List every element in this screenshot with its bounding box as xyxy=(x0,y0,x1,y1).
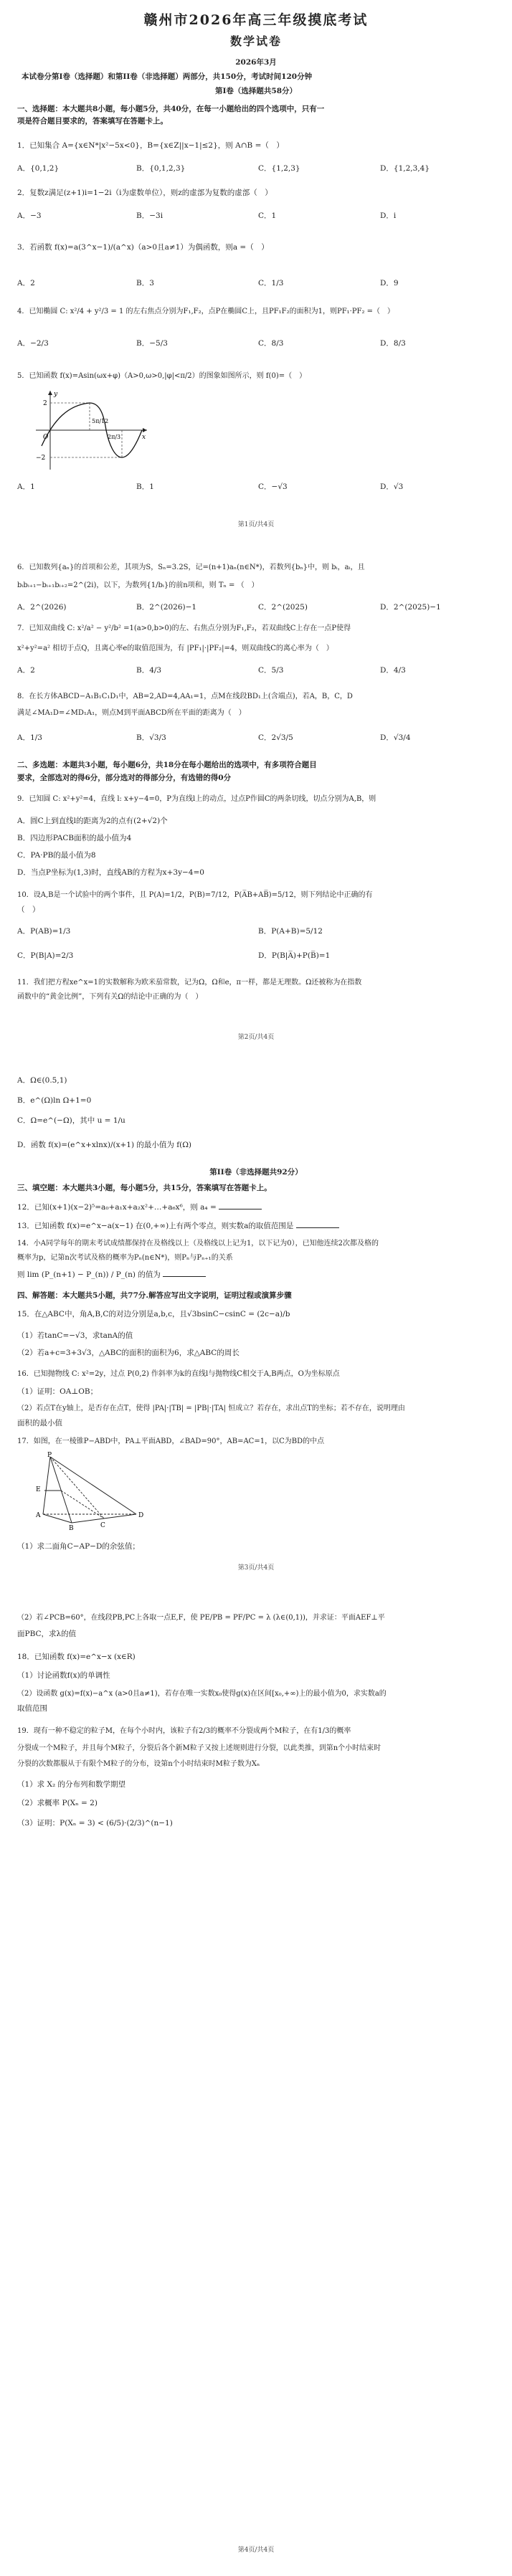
page-footer-3: 第3页/共4页 xyxy=(237,1564,275,1572)
q4-option-a: A．−2/3 xyxy=(17,339,49,348)
q12-stem: 12．已知(x+1)(x−2)⁵=a₀+a₁x+a₂x²+…+a₆x⁶，则 a₄ = xyxy=(17,1202,262,1212)
q10-option-c: C．P(B|A)=2/3 xyxy=(17,951,74,960)
q6-option-b: B．2^(2026)−1 xyxy=(136,603,197,612)
page-footer-1: 第1页/共4页 xyxy=(237,521,275,528)
q6-option-a: A．2^(2026) xyxy=(17,603,67,612)
q13-stem: 13．已知函数 f(x)=e^x−a(x−1) 在(0,+∞)上有两个零点，则实数a的取值范围是 xyxy=(17,1220,339,1231)
section1-heading: 一、选择题：本大题共8小题，每小题5分，共40分，在每一小题给出的四个选项中，只有一 xyxy=(17,105,325,113)
fig-label-a: A xyxy=(36,1512,41,1519)
q19-part2: （2）求概率 P(Xₙ = 2) xyxy=(17,1799,98,1807)
q1-option-b: B．{0,1,2,3} xyxy=(136,164,186,173)
q9-option-d: D．当点P坐标为(1,3)时，直线AB的方程为x+3y−4=0 xyxy=(17,868,204,877)
q9-option-b: B．四边形PACB面积的最小值为4 xyxy=(17,834,132,842)
q2-stem: 2．复数z满足(z+1)i=1−2i（i为虚数单位），则z的虚部为复数的虚部（ ） xyxy=(17,189,272,197)
exam-notice: 本试卷分第I卷（选择题）和第II卷（非选择题）两部分，共150分，考试时间120分钟 xyxy=(22,72,313,81)
q19-part1: （1）求 X₂ 的分布列和数学期望 xyxy=(17,1780,126,1789)
q19-part3: （3）证明：P(Xₙ = 3) < (6/5)·(2/3)^(n−1) xyxy=(17,1819,173,1828)
q18-part1: （1）讨论函数f(x)的单调性 xyxy=(17,1671,110,1680)
q8-option-b: B．√3/3 xyxy=(136,733,166,742)
q5-option-c: C．−√3 xyxy=(258,483,288,491)
q18-part2: （2）设函数 g(x)=f(x)−a^x (a>0且a≠1)，若存在唯一实数x₀使得g(x)在区间[x₀,+∞)上的最小值为0，求实数a的 xyxy=(17,1690,387,1698)
q17-stem: 17．如图，在一棱锥P−ABD中，PA⊥平面ABD，∠BAD=90°，AB=AC=1，以C为BD的中点 xyxy=(17,1437,325,1445)
q19-stem-2: 分裂成一个M粒子，并且每个M粒子，分裂后各个新M粒子又按上述规则进行分裂，以此类推，到第n个小时结束时 xyxy=(17,1744,381,1752)
fig-label-c: C xyxy=(100,1522,105,1529)
q17-part1: （1）求二面角C−AP−D的余弦值； xyxy=(17,1542,140,1551)
q7-option-c: C．5/3 xyxy=(258,666,284,675)
graph-tick-2: 2π/3 xyxy=(108,434,121,440)
q8-option-a: A．1/3 xyxy=(17,733,42,742)
page-footer-2: 第2页/共4页 xyxy=(237,1034,275,1041)
q1-option-a: A．{0,1,2} xyxy=(17,164,60,173)
section2-heading-2: 要求，全部选对的得6分，部分选对的得部分分，有选错的得0分 xyxy=(17,774,232,782)
q10-stem-2: （ ） xyxy=(17,906,40,914)
q8-stem-2: 满足∠MA₁D=∠MD₁A₁，则点M到平面ABCD所在平面的距离为（ ） xyxy=(17,709,246,717)
fig-label-p: P xyxy=(47,1452,52,1459)
q1-option-d: D．{1,2,3,4} xyxy=(380,164,430,173)
q18-part3: 取值范围 xyxy=(17,1704,47,1713)
section2-heading: 二、多选题：本题共3小题，每小题6分，共18分在每小题给出的选项中，有多项符合题目 xyxy=(17,761,317,769)
q14-stem-2: 概率为p，记第n次考试及格的概率为Pₙ(n∈N*)，则Pₙ与Pₙ₊₁的关系 xyxy=(17,1254,233,1262)
q8-stem: 8．在长方体ABCD−A₁B₁C₁D₁中，AB=2,AD=4,AA₁=1，点M在线段BD₁上(含端点)，若A，B，C，D xyxy=(17,693,353,700)
q16-stem: 16．已知抛物线 C: x²=2y，过点 P(0,2) 作斜率为k的直线l与抛物线C相交于A,B两点，O为坐标原点 xyxy=(17,1370,340,1378)
q4-option-b: B．−5/3 xyxy=(136,339,168,348)
q6-option-c: C．2^(2025) xyxy=(258,603,308,612)
q2-option-b: B．−3i xyxy=(136,212,163,220)
fig-label-d: D xyxy=(138,1512,144,1519)
q5-option-a: A．1 xyxy=(17,483,35,491)
q7-option-a: A．2 xyxy=(17,666,35,675)
q4-option-d: D．8/3 xyxy=(380,339,406,348)
q10-stem: 10．设A,B是一个试验中的两个事件，且 P(A)=1/2，P(B)=7/12，P(A̅B+AB̅)=5/12，则下列结论中正确的有 xyxy=(17,891,373,899)
sine-graph xyxy=(29,387,151,473)
q11-stem-2: 函数中的“黄金比例”，下列有关Ω的结论中正确的为（ ） xyxy=(17,993,203,1001)
q11-option-c: C．Ω=e^(−Ω)，其中 u = 1/u xyxy=(17,1116,125,1125)
q1-stem: 1．已知集合 A={x∈N*|x²−5x<0}，B={x∈Z||x−1|≤2}，则 A∩B =（ ） xyxy=(17,141,284,150)
q3-option-c: C．1/3 xyxy=(258,279,284,287)
section1-heading-2: 项是符合题目要求的，答案填写在答题卡上。 xyxy=(17,117,168,125)
q6-option-d: D．2^(2025)−1 xyxy=(380,603,441,612)
fig-label-e: E xyxy=(36,1486,41,1493)
q11-option-a: A．Ω∈(0.5,1) xyxy=(17,1076,67,1085)
q9-stem: 9．已知圆 C: x²+y²=4，直线 l: x+y−4=0，P为直线l上的动点，过点P作圆C的两条切线，切点分别为A,B，则 xyxy=(17,795,376,803)
q3-option-b: B．3 xyxy=(136,279,154,287)
graph-tick-1: 5π/12 xyxy=(92,418,109,424)
q2-option-d: D．i xyxy=(380,212,397,220)
q17-part2: （2）若∠PCB=60°，在线段PB,PC上各取一点E,F，使 PE/PB = PF/PC = λ (λ∈(0,1))，并求证：平面AEF⊥平 xyxy=(17,1614,385,1622)
q2-option-c: C．1 xyxy=(258,212,277,220)
q2-option-a: A．−3 xyxy=(17,212,42,220)
graph-label-ytop: 2 xyxy=(43,400,47,407)
q7-stem: 7．已知双曲线 C: x²/a² − y²/b² =1(a>0,b>0)的左、右焦点分别为F₁,F₂，若双曲线C上存在一点P使得 xyxy=(17,624,351,632)
pyramid-figure xyxy=(29,1451,151,1530)
q14-stem: 14．小A同学每年的期末考试成绩都保持在及格线以上（及格线以上记为1，以下记为0），已知他连续2次都及格的 xyxy=(17,1240,379,1247)
q10-option-a: A．P(AB)=1/3 xyxy=(17,927,71,936)
q11-option-d: D．函数 f(x)=(e^x+xlnx)/(x+1) 的最小值为 f(Ω) xyxy=(17,1141,192,1149)
part2-title: 第II卷（非选择题共92分） xyxy=(209,1168,303,1177)
q6-stem-2: bᵢbᵢ₊₁−bᵢ₊₁bᵢ₊₂=2^(2i)，以下，为数列{1/bᵢ}的前n项和，则 Tₙ = （ ） xyxy=(17,581,259,589)
q11-option-b: B．e^(Ω)ln Ω+1=0 xyxy=(17,1096,92,1105)
section3-heading: 三、填空题：本大题共3小题，每小题5分，共15分，答案填写在答题卡上。 xyxy=(17,1184,272,1192)
q4-stem: 4．已知椭圆 C: x²/4 + y²/3 = 1 的左右焦点分别为F₁,F₂，点P在椭圆C上，且PF₁F₂的面积为1，则PF₁·PF₂ =（ ） xyxy=(17,308,395,315)
q12-blank[interactable] xyxy=(219,1202,262,1209)
q16-part1: （1）证明：OA⊥OB； xyxy=(17,1387,98,1396)
q5-stem: 5．已知函数 f(x)=Asin(ωx+φ)（A>0,ω>0,|φ|<π/2）的图象如图所示，则 f(0)=（ ） xyxy=(17,372,307,380)
q7-option-d: D．4/3 xyxy=(380,666,406,675)
q19-stem-3: 分裂的次数都服从于有限个M粒子的分布，设第n个小时结束时M粒子数为Xₙ xyxy=(17,1760,260,1768)
q15-part2: （2）若a+c=3+3√3，△ABC的面积的面积为6，求△ABC的周长 xyxy=(17,1349,240,1357)
part1-title: 第I卷（选择题共58分） xyxy=(214,87,298,95)
q3-option-d: D．9 xyxy=(380,279,399,287)
q9-option-a: A．圆C上到直线l的距离为2的点有(2+√2)个 xyxy=(17,817,168,825)
graph-label-x: x xyxy=(142,434,146,441)
q7-option-b: B．4/3 xyxy=(136,666,162,675)
q18-stem: 18．已知函数 f(x)=e^x−x (x∈R) xyxy=(17,1653,136,1661)
q5-option-d: D．√3 xyxy=(380,483,404,491)
q16-part3: 面积的最小值 xyxy=(17,1419,62,1427)
graph-label-y: y xyxy=(54,391,58,398)
q6-stem: 6．已知数列{aₙ}的首项和公差，其项为S，Sₙ=3.2S，记=(n+1)aₙ(n∈N*)，若数列{bₙ}中，则 bᵢ，aᵢ，且 xyxy=(17,564,365,571)
q19-stem: 19．现有一种不稳定的粒子M，在每个小时内，该粒子有2/3的概率不分裂成两个M粒子，在有1/3的概率 xyxy=(17,1727,351,1735)
section4-heading: 四、解答题：本大题共5小题，共77分.解答应写出文字说明，证明过程或演算步骤 xyxy=(17,1291,292,1300)
fig-label-b: B xyxy=(69,1525,74,1530)
q10-option-b: B．P(A+B)=5/12 xyxy=(258,927,323,936)
q3-stem: 3．若函数 f(x)=a(3^x−1)/(a^x)（a>0且a≠1）为偶函数，则a =（ ） xyxy=(17,243,269,252)
q16-part2: （2）若点T在y轴上，是否存在点T，使得 |PA|·|TB| = |PB|·|TA| 恒成立？若存在，求出点T的坐标；若不存在，说明理由 xyxy=(17,1405,405,1412)
q8-option-d: D．√3/4 xyxy=(380,733,411,742)
q11-stem: 11．我们把方程xe^x=1的实数解称为欧米茄常数，记为Ω，Ω和e，π一样，都是无理数。Ω还被称为在指数 xyxy=(17,979,362,987)
page-4 xyxy=(0,1592,512,2574)
q13-blank[interactable] xyxy=(296,1220,339,1228)
q10-option-d: D．P(B|A̅)+P(B̅)=1 xyxy=(258,951,331,960)
q5-option-b: B．1 xyxy=(136,483,154,491)
graph-label-ybottom: −2 xyxy=(36,455,46,462)
q15-part1: （1）若tanC=−√3，求tanA的值 xyxy=(17,1331,133,1340)
q17-part3: 面PBC，求λ的值 xyxy=(17,1630,77,1638)
q1-option-c: C．{1,2,3} xyxy=(258,164,300,173)
page-footer-4: 第4页/共4页 xyxy=(237,2547,275,2554)
q8-option-c: C．2√3/5 xyxy=(258,733,293,742)
q7-stem-2: x²+y²=a² 相切于点Q，且离心率e的取值范围为，有 |PF₁|·|PF₂|=4，则双曲线C的离心率为（ ） xyxy=(17,645,333,652)
exam-date: 2026年3月 xyxy=(235,58,277,67)
q9-option-c: C．PA·PB的最小值为8 xyxy=(17,851,96,860)
q14-blank[interactable] xyxy=(163,1269,206,1277)
q14-stem-3: 则 lim (P_(n+1) − P_(n)) / P_(n) 的值为 xyxy=(17,1269,206,1280)
exam-title: 赣州市2026年高三年级摸底考试 xyxy=(143,12,369,28)
q4-option-c: C．8/3 xyxy=(258,339,284,348)
graph-label-origin: O xyxy=(43,434,49,441)
q3-option-a: A．2 xyxy=(17,279,35,287)
exam-subject: 数学试卷 xyxy=(229,34,282,48)
q15-stem: 15．在△ABC中，角A,B,C的对边分别是a,b,c，且√3bsinC−csinC = (2c−a)/b xyxy=(17,1310,290,1318)
